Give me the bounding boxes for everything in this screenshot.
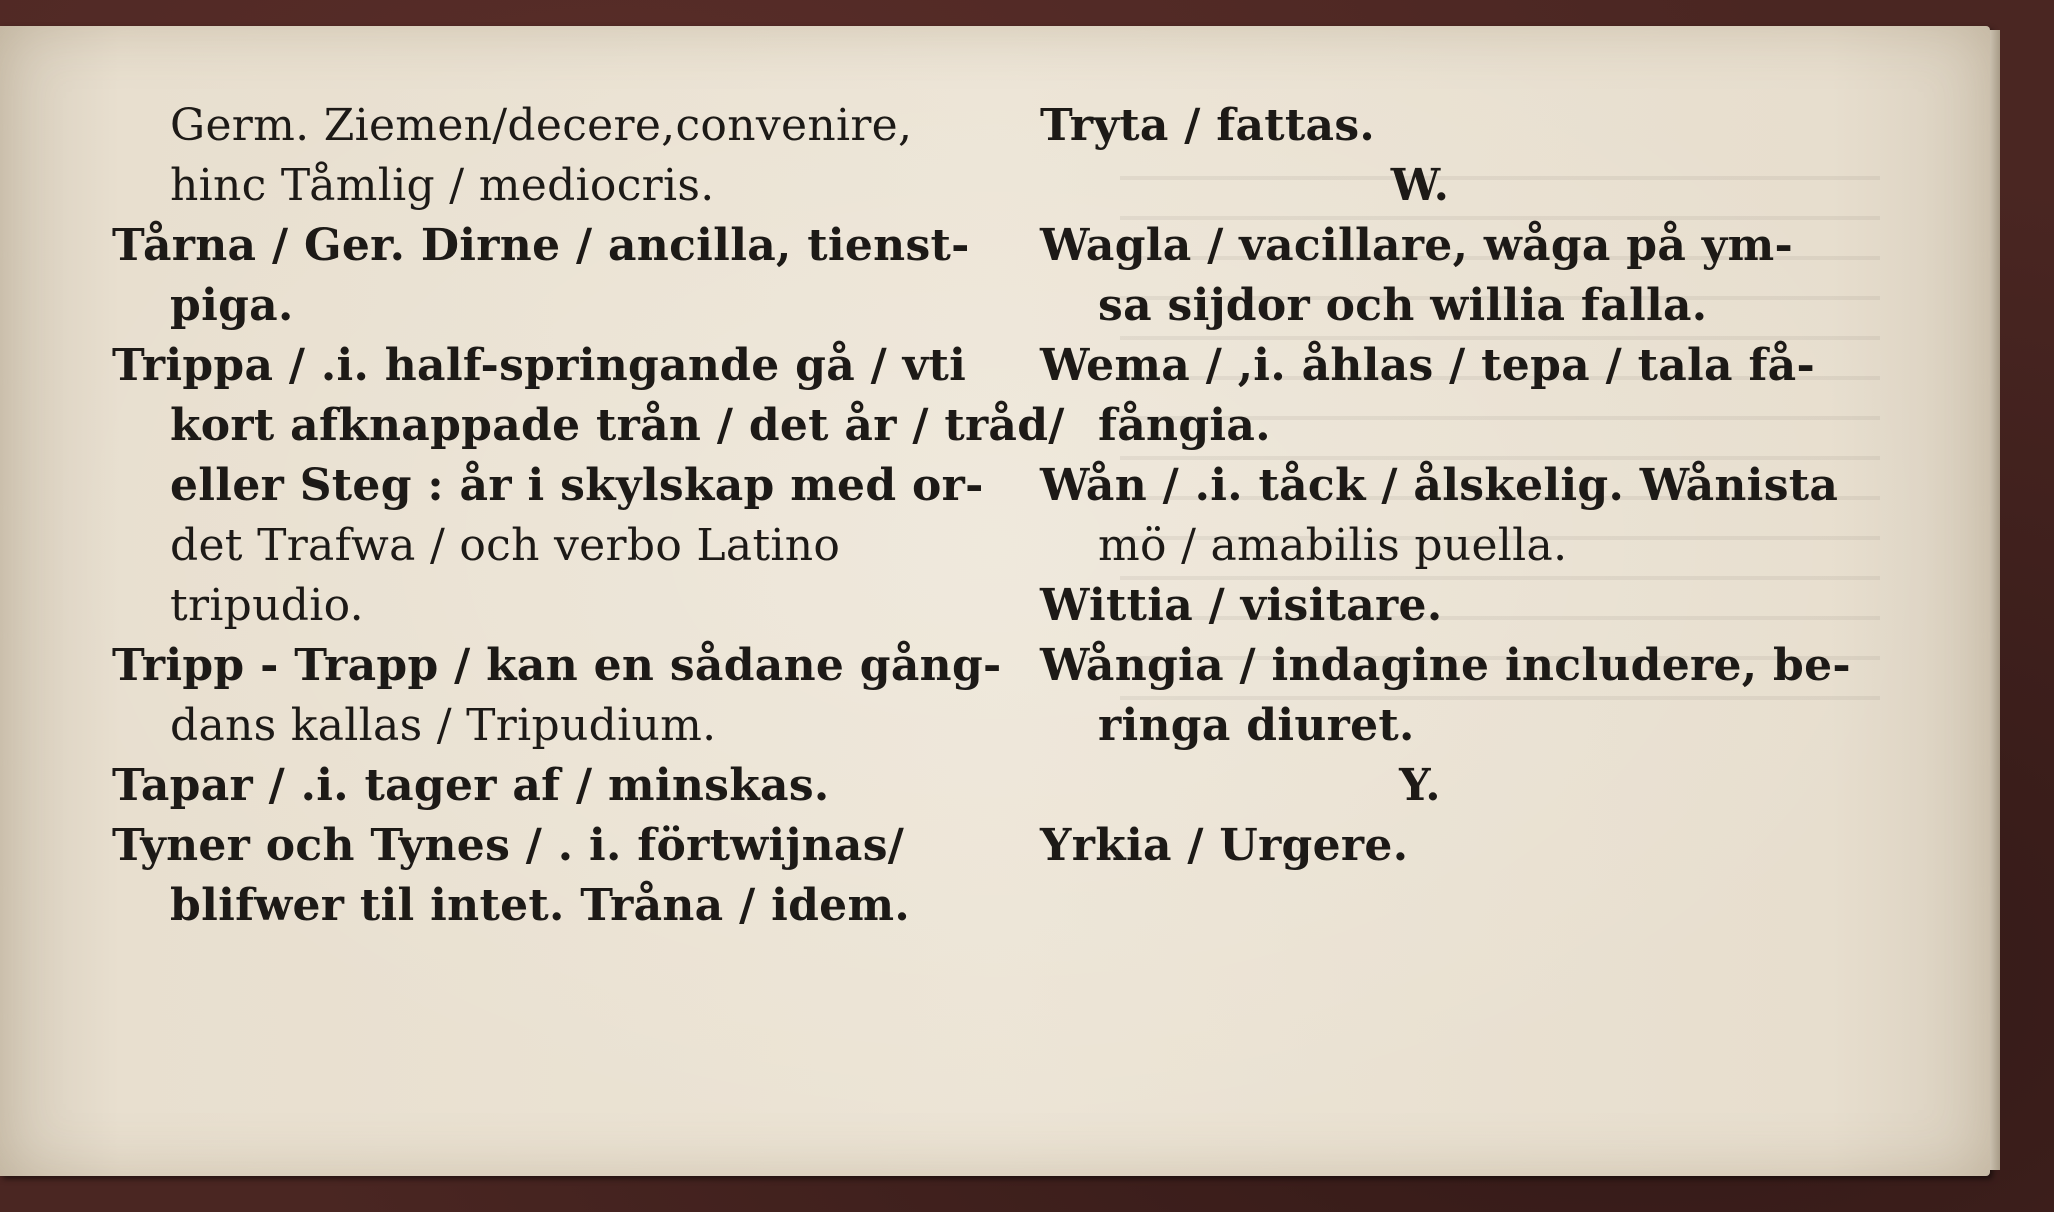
book-page <box>0 26 1990 1176</box>
text-line: sa sijdor och willia falla. <box>1098 280 1708 331</box>
dictionary-entry: Tryta / fattas. <box>1040 100 1376 151</box>
page-edge <box>1990 30 2000 1170</box>
dictionary-entry: Wagla / vacillare, wåga på ym- <box>1040 220 1794 271</box>
dictionary-entry: Yrkia / Urgere. <box>1040 820 1409 871</box>
text-line: blifwer til intet. Tråna / idem. <box>170 880 910 931</box>
dictionary-entry: Tripp - Trapp / kan en sådane gång- <box>112 640 1002 691</box>
text-line: hinc Tåmlig / mediocris. <box>170 160 715 211</box>
dictionary-entry: Trippa / .i. half-springande gå / vti <box>112 340 967 391</box>
text-line: mö / amabilis puella. <box>1098 520 1568 571</box>
text-line: dans kallas / Tripudium. <box>170 700 717 751</box>
left-column <box>112 96 1065 936</box>
dictionary-entry: Wema / ,i. åhlas / tepa / tala få- <box>1040 340 1816 391</box>
section-letter-heading: Y. <box>1399 760 1441 811</box>
text-line: det Trafwa / och verbo Latino <box>170 520 841 571</box>
text-line: Germ. Ziemen/decere,convenire, <box>170 100 913 151</box>
dictionary-entry: Tårna / Ger. Dirne / ancilla, tienst- <box>112 220 970 271</box>
text-line: piga. <box>170 280 294 331</box>
text-line: tripudio. <box>170 580 364 631</box>
dictionary-entry: Wån / .i. tåck / ålskelig. Wånista <box>1040 460 1839 511</box>
dictionary-entry: Wångia / indagine includere, be- <box>1040 640 1851 691</box>
dictionary-entry: Wittia / visitare. <box>1040 580 1443 631</box>
section-letter-heading: W. <box>1390 160 1450 211</box>
dictionary-entry: Tyner och Tynes / . i. förtwijnas/ <box>112 820 905 871</box>
text-line: ringa diuret. <box>1098 700 1415 751</box>
text-line: fångia. <box>1098 400 1271 451</box>
text-line: eller Steg : år i skylskap med or- <box>170 460 984 511</box>
text-line: kort afknappade trån / det år / tråd/ <box>170 400 1065 451</box>
right-column <box>1040 96 1940 876</box>
dictionary-entry: Tapar / .i. tager af / minskas. <box>112 760 830 811</box>
